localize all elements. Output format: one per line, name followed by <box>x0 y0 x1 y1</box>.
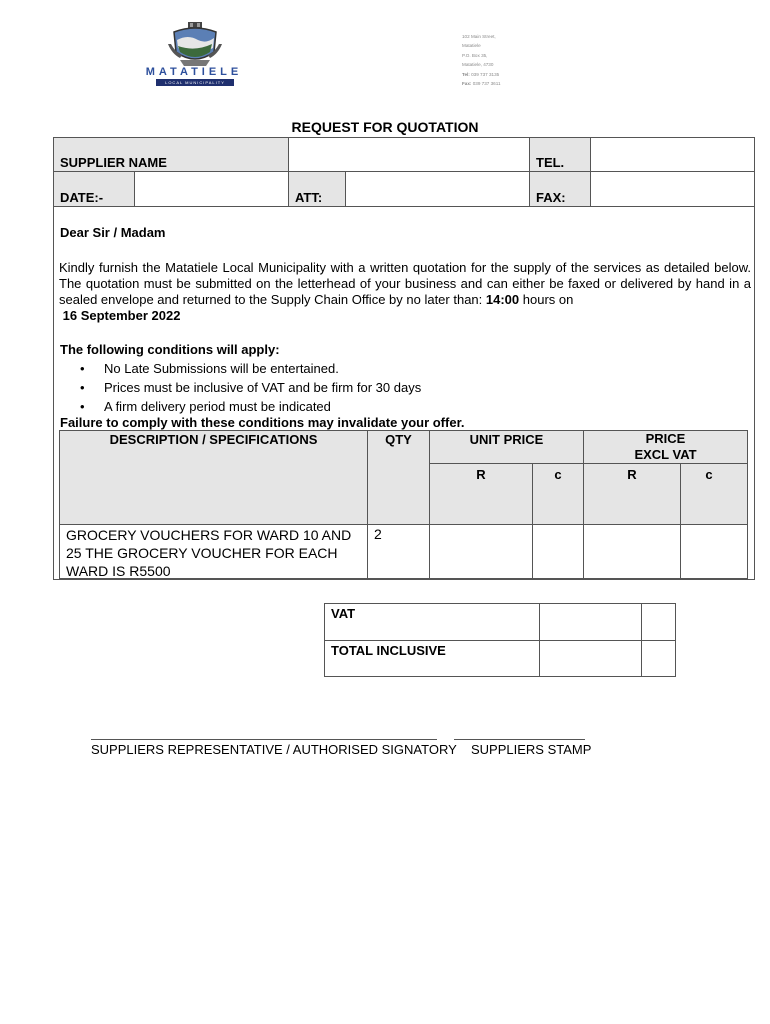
col-description-header: DESCRIPTION / SPECIFICATIONS <box>59 430 368 525</box>
col-unit-price-header: UNIT PRICE <box>429 430 584 464</box>
total-inclusive-label: TOTAL INCLUSIVE <box>324 640 540 677</box>
address-line: Matatiele, 4730 <box>462 62 494 68</box>
address-fax: Fax: 039 737 3611 <box>462 81 501 87</box>
fax-field[interactable] <box>590 171 755 207</box>
greeting: Dear Sir / Madam <box>60 225 166 240</box>
instructions-paragraph: Kindly furnish the Matatiele Local Municipality with a written quotation for the supply of the services as detailed below. The quotation must be submitted on the letterhead of your business and can either be faxed or delivered by hand in a sealed envelope and returned to the Supply Chain Office by no later than: 14:00 hours on 16 September 2022 <box>59 260 751 323</box>
col-qty-header: QTY <box>367 430 430 525</box>
conditions-title: The following conditions will apply: <box>60 342 280 357</box>
signature-label: SUPPLIERS REPRESENTATIVE / AUTHORISED SIGNATORY SUPPLIERS STAMP <box>91 742 592 757</box>
address-line: 102 Main Street, <box>462 34 496 39</box>
att-label: ATT: <box>288 171 346 207</box>
vat-cents-field[interactable] <box>641 603 676 641</box>
total-rand-field[interactable] <box>539 640 642 677</box>
date-field[interactable] <box>134 171 289 207</box>
logo-wordmark: MATATIELE <box>145 66 243 78</box>
tel-field[interactable] <box>590 137 755 172</box>
total-cents-field[interactable] <box>641 640 676 677</box>
signatory-line[interactable] <box>91 739 437 740</box>
supplier-name-label: SUPPLIER NAME <box>53 137 289 172</box>
vat-label: VAT <box>324 603 540 641</box>
item-unit-price-rand[interactable] <box>429 524 533 579</box>
deadline-date: 16 September 2022 <box>62 308 181 323</box>
unit-price-cents-header: c <box>532 463 584 525</box>
col-price-header: PRICE EXCL VAT <box>583 430 748 464</box>
item-price-cents[interactable] <box>680 524 748 579</box>
municipality-crest-icon <box>168 22 222 68</box>
address-line: Matatiele <box>462 43 481 49</box>
tel-label: TEL. <box>529 137 591 172</box>
att-field[interactable] <box>345 171 530 207</box>
condition-item: • A firm delivery period must be indicated <box>80 399 331 414</box>
price-cents-header: c <box>680 463 748 525</box>
stamp-line[interactable] <box>454 739 585 740</box>
item-unit-price-cents[interactable] <box>532 524 584 579</box>
unit-price-rand-header: R <box>429 463 533 525</box>
item-qty: 2 <box>367 524 430 579</box>
logo-subtitle: LOCAL MUNICIPALITY <box>156 79 234 86</box>
fax-label: FAX: <box>529 171 591 207</box>
address-tel: Tel: 039 737 3135 <box>462 71 500 77</box>
price-rand-header: R <box>583 463 681 525</box>
address-line: P.O. Box 35, <box>462 52 488 58</box>
date-label: DATE:- <box>53 171 135 207</box>
deadline-time: 14:00 <box>485 292 520 307</box>
vat-rand-field[interactable] <box>539 603 642 641</box>
supplier-name-field[interactable] <box>288 137 530 172</box>
condition-item: • Prices must be inclusive of VAT and be firm for 30 days <box>80 380 421 395</box>
condition-item: • No Late Submissions will be entertained. <box>80 361 339 376</box>
item-description: GROCERY VOUCHERS FOR WARD 10 AND 25 THE GROCERY VOUCHER FOR EACH WARD IS R5500 <box>59 524 368 579</box>
failure-note: Failure to comply with these conditions may invalidate your offer. <box>60 415 465 430</box>
item-price-rand[interactable] <box>583 524 681 579</box>
address-block <box>462 32 501 88</box>
document-title: REQUEST FOR QUOTATION <box>291 119 479 135</box>
